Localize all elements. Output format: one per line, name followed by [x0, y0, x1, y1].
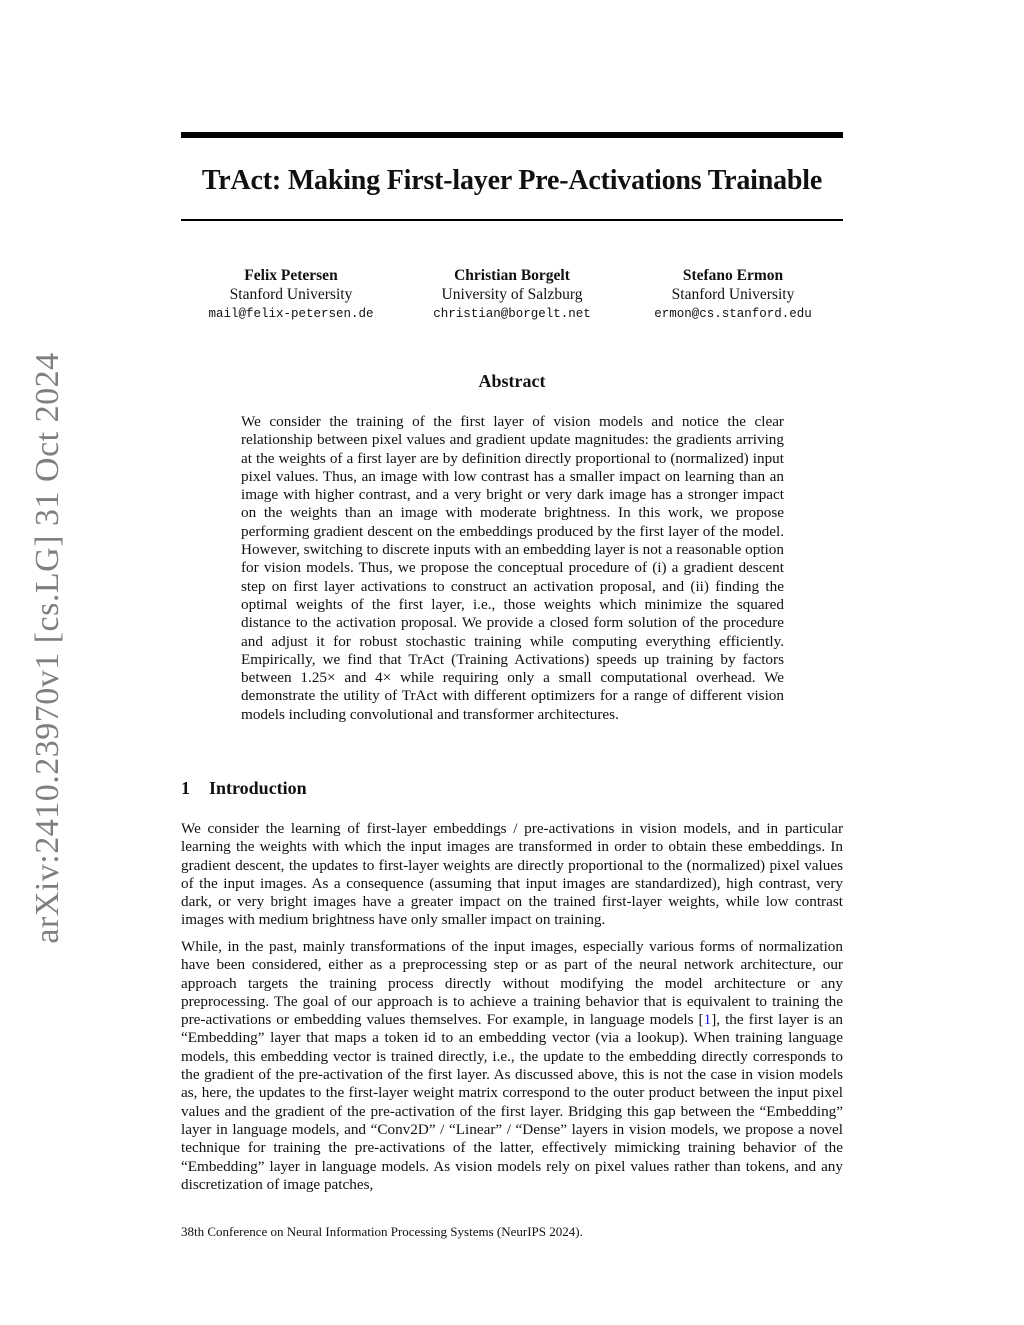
section-number: 1 [181, 778, 190, 798]
author-name: Felix Petersen [244, 267, 338, 284]
author-email: mail@felix-petersen.de [208, 307, 374, 321]
section-title: Introduction [209, 778, 307, 798]
abstract-heading: Abstract [478, 371, 546, 391]
citation-link[interactable]: 1 [703, 1011, 712, 1029]
author-email: christian@borgelt.net [433, 307, 591, 321]
paper-title: TrAct: Making First-layer Pre-Activations Trainable [201, 165, 823, 196]
author-2 [402, 266, 622, 324]
author-affiliation: Stanford University [671, 286, 795, 303]
author-3 [623, 266, 843, 324]
author-affiliation: Stanford University [229, 286, 353, 303]
author-name: Christian Borgelt [454, 267, 570, 284]
paragraph-text: ], the first layer is an “Embedding” layer that maps a token id to an embedding vector (via a lookup). When training language models, this embedding vector is trained directly, i.e., the update to the embedding directly corresponds to the gradient of the pre-activation of the first layer. As discussed above, this is not the case in vision models as, here, the updates to the first-layer weight matrix correspond to the outer product between the input pixel values and the gradient of the pre-activation of the first layer. Bridging this gap between the “Embedding” layer in language models, and “Conv2D” / “Linear” / “Dense” layers in vision models, we propose a novel technique for training the pre-activations of the latter, effectively mimicking training behavior of the “Embedding” layer in language models. As vision models rely on pixel values rather than tokens, and any discretization of image patches, [181, 1011, 843, 1193]
title-top-rule [181, 132, 843, 138]
paragraph-text: While, in the past, mainly transformations of the input images, especially various forms of normalization have been considered, either as a preprocessing step or as part of the neural network architecture, our approach targets the training process directly without modifying the model architecture or any preprocessing. The goal of our approach is to achieve a training behavior that is equivalent to training the pre-activations or embedding values themselves. For example, in language models [ [181, 938, 843, 1029]
author-block [181, 266, 843, 324]
author-1 [181, 266, 401, 324]
title-bottom-rule [181, 219, 843, 221]
conference-footnote: 38th Conference on Neural Information Processing Systems (NeurIPS 2024). [181, 1224, 583, 1239]
author-affiliation: University of Salzburg [441, 286, 583, 303]
intro-paragraph-1: We consider the learning of first-layer embeddings / pre-activations in vision models, and in particular learning the weights with which the input images are transformed in order to obtain these embeddings. In gradient descent, the updates to first-layer weights are directly proportional to the (normalized) pixel values of the input images. As a consequence (assuming that input images are standardized), high contrast, very dark, or very bright images have a greater impact on the trained first-layer weights, while low contrast images with medium brightness have only smaller impact on training. [181, 820, 843, 929]
intro-paragraph-2 [181, 938, 843, 1194]
abstract-text: We consider the training of the first layer of vision models and notice the clear relationship between pixel values and gradient update magnitudes: the gradients arriving at the weights of a first layer are by definition directly proportional to (normalized) input pixel values. Thus, an image with low contrast has a smaller impact on learning than an image with higher contrast, and a very bright or very dark image has a stronger impact on the weights than an image with moderate brightness. In this work, we propose performing gradient descent on the embeddings produced by the first layer of the model. However, switching to discrete inputs with an embedding layer is not a reasonable option for vision models. Thus, we propose the conceptual procedure of (i) a gradient descent step on first layer activations to construct an activation proposal, and (ii) finding the optimal weights of the first layer, i.e., those weights which minimize the squared distance to the activation proposal. We provide a closed form solution of the procedure and adjust it for robust stochastic training while computing everything efficiently. Empirically, we find that TrAct (Training Activations) speeds up training by factors between 1.25× and 4× while requiring only a small computational overhead. We demonstrate the utility of TrAct with different optimizers for a range of different vision models including convolutional and transformer architectures. [241, 413, 784, 723]
arxiv-identifier: arXiv:2410.23970v1 [cs.LG] 31 Oct 2024 [29, 352, 66, 944]
author-email: ermon@cs.stanford.edu [654, 307, 812, 321]
author-name: Stefano Ermon [682, 267, 784, 284]
section-heading [181, 777, 307, 799]
